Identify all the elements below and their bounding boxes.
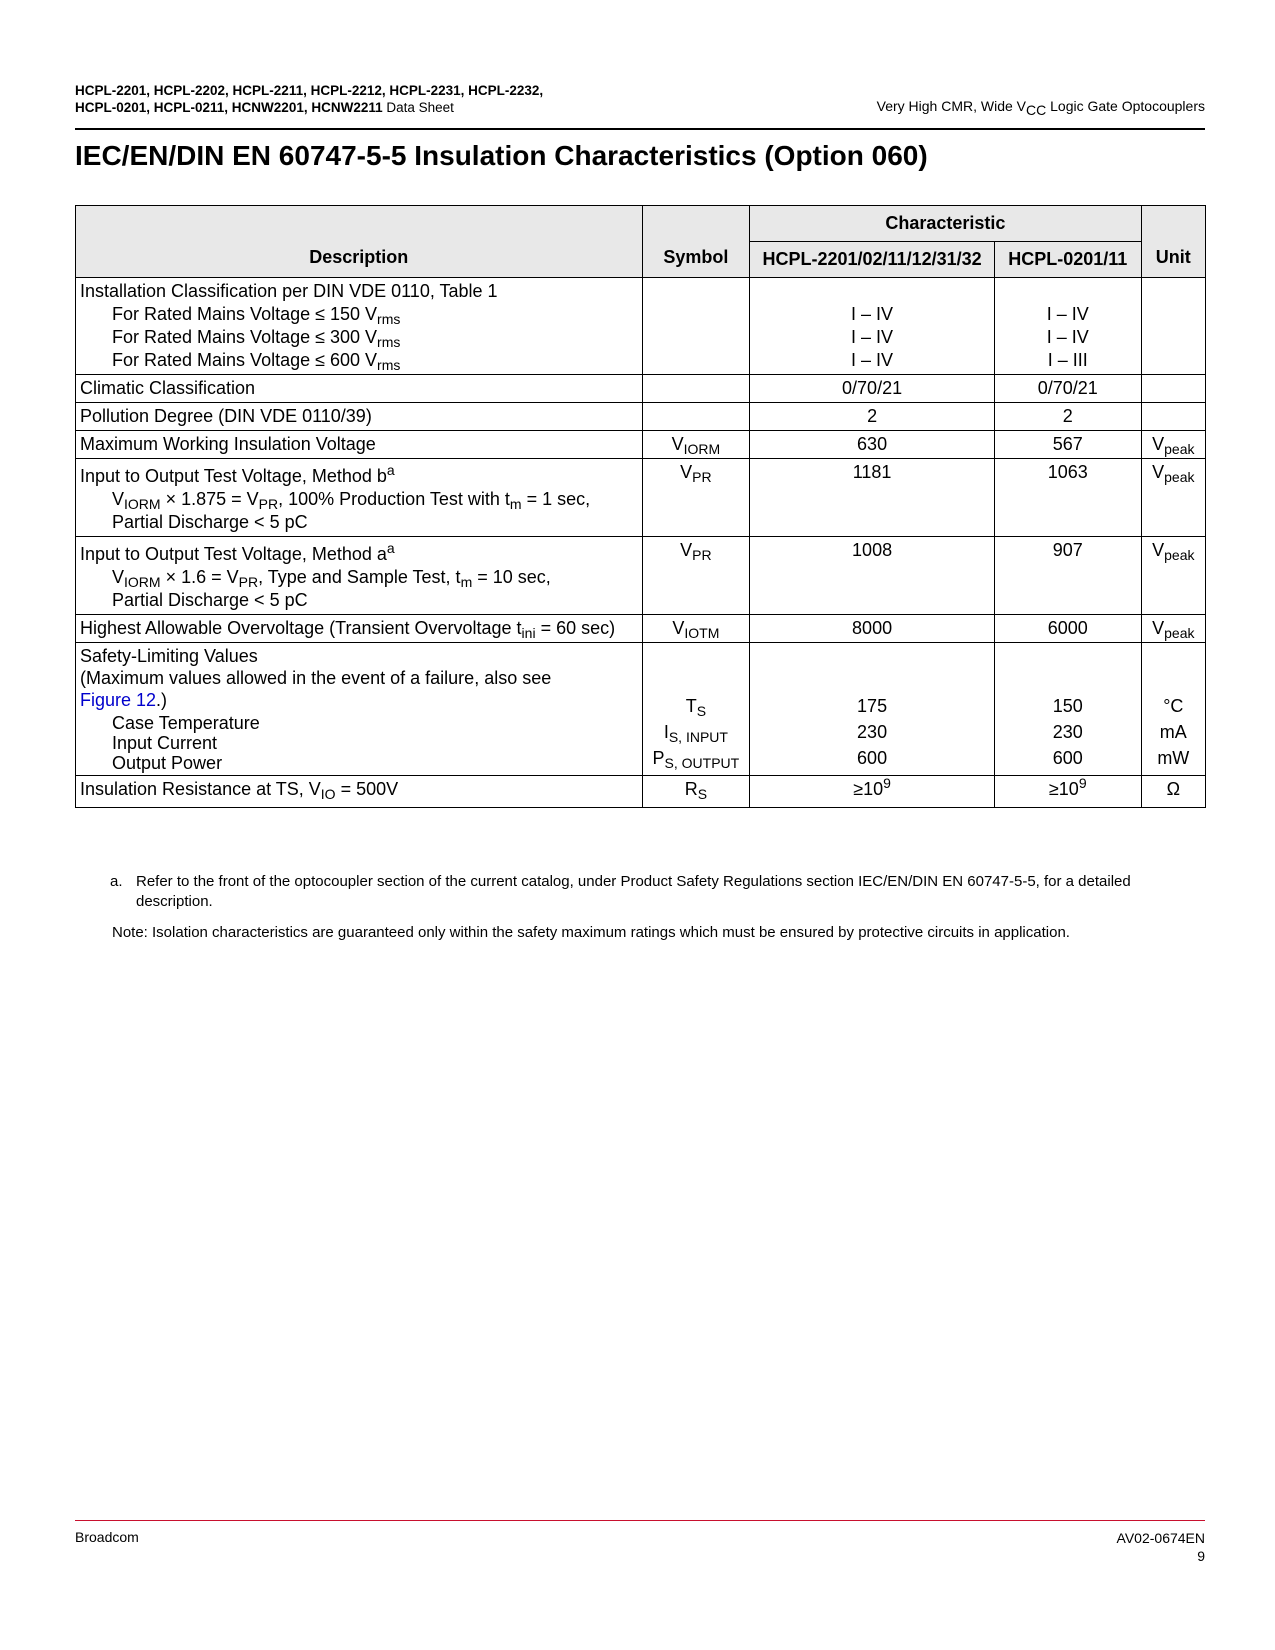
safety-title: Safety-Limiting Values (80, 646, 258, 666)
method-a-line1: $V_{IORM} \times 1.6 = V_{PR}$, Type and Sample Test, $t_m = 10$ sec, (112, 567, 551, 590)
safety-unit-1: mA (1159, 722, 1187, 742)
safety-c2-1: 230 (1052, 722, 1083, 742)
viorm-unit: $V_{peak}$ (1141, 431, 1205, 459)
method-a-symbol: $V_{PR}$ (642, 537, 750, 615)
viotm-col2: 6000 (994, 615, 1141, 643)
footnote-label: a. (110, 873, 123, 890)
pollution-symbol (642, 403, 750, 431)
method-b-col2: 1063 (994, 459, 1141, 537)
header-title-pre: Very High CMR, Wide V (876, 98, 1026, 114)
page-footer (75, 1520, 1205, 1564)
installation-line1: For Rated Mains Voltage ≤ 150 $V_{rms}$ (112, 304, 401, 327)
method-b-footnote-ref: a (386, 462, 395, 478)
header-unit: Unit (1141, 206, 1205, 278)
install-c1-2: I – IV (851, 350, 894, 370)
method-b-title: Input to Output Test Voltage, Method b (80, 466, 387, 486)
header-title-sub: CC (1026, 102, 1047, 118)
install-c1-0: I – IV (851, 304, 894, 324)
insulation-desc: Insulation Resistance at TS, $V_{IO} = 500V$ (76, 776, 643, 808)
header-doc-type: Data Sheet (386, 100, 454, 115)
footnote-a (110, 872, 1180, 912)
install-c2-1: I – IV (1046, 327, 1089, 347)
insulation-col1: $\ge 10^9$ (750, 776, 995, 808)
safety-item-output-power: Output Power (112, 753, 223, 773)
insulation-unit: Ω (1141, 776, 1205, 808)
header-description: Description (76, 206, 643, 278)
method-b-unit: $V_{peak}$ (1141, 459, 1205, 537)
header-characteristic: Characteristic (750, 206, 1141, 242)
table-row-insulation (76, 776, 1206, 808)
safety-item-input-current: Input Current (112, 733, 218, 753)
table-row-method-b (76, 459, 1206, 537)
pollution-col2: 2 (994, 403, 1141, 431)
isolation-note: Note: Isolation characteristics are guaranteed only within the safety maximum ratings which must be ensured by protective circuits in application. (112, 924, 1070, 941)
table-row-viorm (76, 431, 1206, 459)
safety-desc (76, 643, 643, 776)
method-a-line2: Partial Discharge < 5 pC (112, 590, 308, 610)
footer-doc-id: AV02-0674EN (1116, 1530, 1205, 1546)
climatic-unit (1141, 375, 1205, 403)
viorm-desc: Maximum Working Insulation Voltage (76, 431, 643, 459)
footer-page-number: 9 (1197, 1548, 1205, 1564)
header-col2: HCPL-0201/11 (994, 242, 1141, 278)
safety-c2-0: 150 (1052, 696, 1083, 716)
safety-unit-0: °C (1163, 696, 1184, 716)
pollution-col1: 2 (750, 403, 995, 431)
method-a-unit: $V_{peak}$ (1141, 537, 1205, 615)
viorm-symbol: $V_{IORM}$ (642, 431, 750, 459)
table-row-installation (76, 278, 1206, 375)
install-c2-0: I – IV (1046, 304, 1089, 324)
safety-symbol: $T_S$ $I_{S, INPUT}$ $P_{S, OUTPUT}$ (642, 643, 750, 776)
installation-line3: For Rated Mains Voltage ≤ 600 $V_{rms}$ (112, 350, 401, 373)
header-col1: HCPL-2201/02/11/12/31/32 (750, 242, 995, 278)
safety-item-case-temp: Case Temperature (112, 713, 260, 733)
method-a-title: Input to Output Test Voltage, Method a (80, 544, 387, 564)
method-a-col2: 907 (994, 537, 1141, 615)
header-doc-title (876, 98, 1205, 118)
footer-company: Broadcom (75, 1529, 139, 1545)
method-a-footnote-ref: a (386, 540, 395, 556)
viotm-col1: 8000 (750, 615, 995, 643)
method-b-symbol: $V_{PR}$ (642, 459, 750, 537)
method-b-line1: $V_{IORM} \times 1.875 = V_{PR}$, 100% Production Test with $t_m = 1$ sec, (112, 489, 591, 512)
install-c1-1: I – IV (851, 327, 894, 347)
method-b-desc (76, 459, 643, 537)
viotm-symbol: $V_{IOTM}$ (642, 615, 750, 643)
method-a-col1: 1008 (750, 537, 995, 615)
table-row-pollution (76, 403, 1206, 431)
safety-unit-2: mW (1157, 748, 1190, 768)
table-row-safety (76, 643, 1206, 776)
pollution-desc: Pollution Degree (DIN VDE 0110/39) (76, 403, 643, 431)
figure-12-link[interactable]: Figure 12 (80, 690, 157, 710)
table-row-viotm (76, 615, 1206, 643)
table-row-climatic (76, 375, 1206, 403)
header-part-numbers (75, 82, 543, 116)
climatic-col1: 0/70/21 (750, 375, 995, 403)
safety-c1-2: 600 (857, 748, 888, 768)
method-b-line2: Partial Discharge < 5 pC (112, 512, 308, 532)
viotm-desc: Highest Allowable Overvoltage (Transient Overvoltage $t_{ini} = 60$ sec) (76, 615, 643, 643)
header-title-post: Logic Gate Optocouplers (1046, 98, 1205, 114)
footer-right (1117, 1529, 1205, 1565)
viorm-col2: 567 (994, 431, 1141, 459)
installation-col1 (750, 278, 995, 375)
viorm-col1: 630 (750, 431, 995, 459)
footnote-text: Refer to the front of the optocoupler section of the current catalog, under Product Safety Regulations section IEC/EN/DIN EN 60747-5-5, for a detailed description. (136, 873, 1131, 910)
header-parts-line2: HCPL-0201, HCPL-0211, HCNW2201, HCNW2211 (75, 100, 383, 115)
install-c2-2: I – III (1047, 350, 1088, 370)
header-parts-line1: HCPL-2201, HCPL-2202, HCPL-2211, HCPL-2212, HCPL-2231, HCPL-2232, (75, 83, 544, 98)
safety-unit (1141, 643, 1205, 776)
insulation-table (75, 205, 1206, 808)
safety-line2: (Maximum values allowed in the event of a failure, also see (80, 668, 552, 688)
pollution-unit (1141, 403, 1205, 431)
insulation-col2: $\ge 10^9$ (994, 776, 1141, 808)
safety-line3: Figure 12.) (80, 690, 168, 710)
page-title: IEC/EN/DIN EN 60747-5-5 Insulation Characteristics (Option 060) (75, 140, 928, 171)
viotm-unit: $V_{peak}$ (1141, 615, 1205, 643)
method-a-desc (76, 537, 643, 615)
installation-line2: For Rated Mains Voltage ≤ 300 $V_{rms}$ (112, 327, 401, 350)
safety-c1-1: 230 (857, 722, 888, 742)
installation-unit (1141, 278, 1205, 375)
method-b-col1: 1181 (750, 459, 995, 537)
page-header (75, 82, 1205, 130)
safety-c2-2: 600 (1052, 748, 1083, 768)
installation-desc (76, 278, 643, 375)
climatic-col2: 0/70/21 (994, 375, 1141, 403)
table-row-method-a (76, 537, 1206, 615)
header-symbol: Symbol (642, 206, 750, 278)
installation-title: Installation Classification per DIN VDE 0110, Table 1 (80, 281, 498, 301)
safety-col2 (994, 643, 1141, 776)
safety-col1 (750, 643, 995, 776)
installation-col2 (994, 278, 1141, 375)
climatic-symbol (642, 375, 750, 403)
climatic-desc: Climatic Classification (76, 375, 643, 403)
insulation-symbol: $R_S$ (642, 776, 750, 808)
installation-symbol (642, 278, 750, 375)
safety-c1-0: 175 (857, 696, 888, 716)
